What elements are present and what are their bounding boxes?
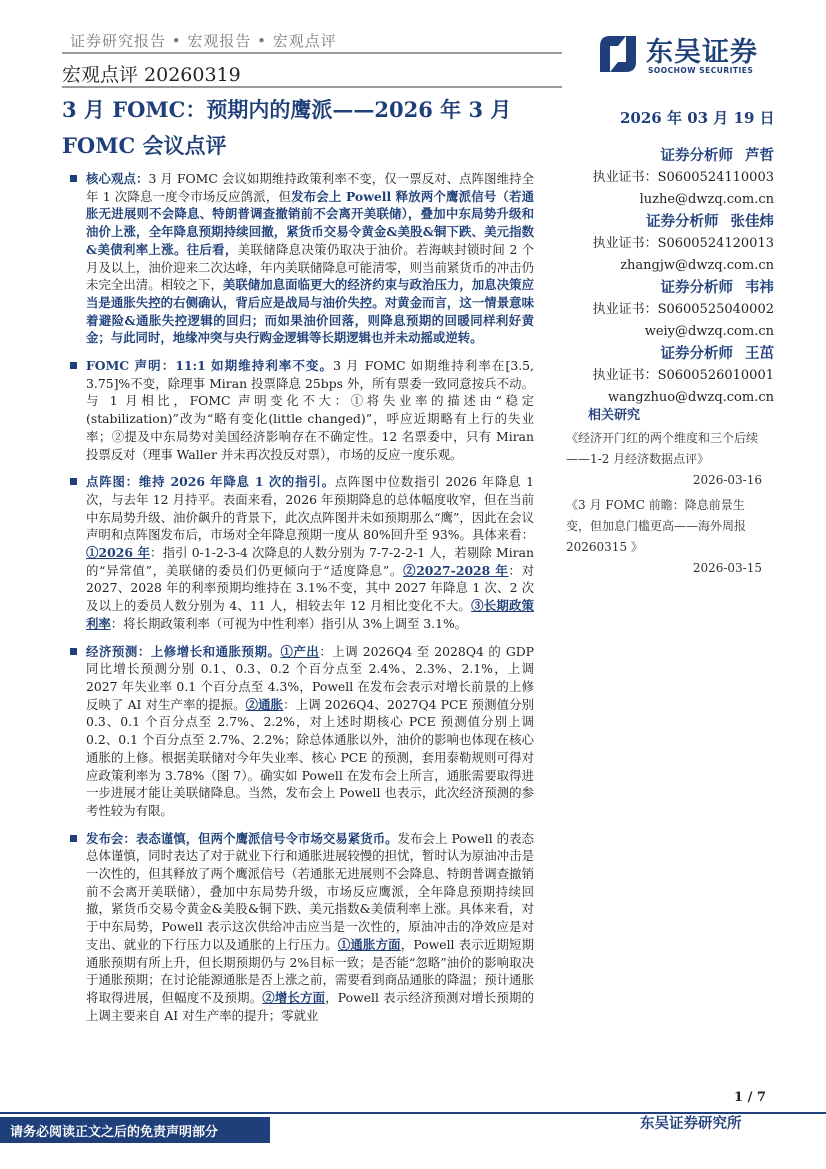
logo-text-cn: 东吴证券 [646, 37, 758, 68]
bullet-square-icon [70, 175, 77, 182]
institute-name: 东吴证券研究所 [640, 1115, 742, 1132]
body-text: ，Powell 表示近期短期通胀预期有所上升，但长期预期仍与 2%目标一致；是否能“忽略”油价的影响取决于通胀预期；在讨论能源通胀是否上涨之前，需要看到商品通胀的降温；预计通胀将取得进展，但幅度不及预期。 [86, 936, 534, 1005]
analyst-role: 证券分析师 [660, 147, 733, 164]
section-lead: 核心观点： [86, 171, 149, 186]
analyst-block [584, 145, 774, 211]
keyword: ①通胀方面 [337, 936, 401, 952]
analyst-email[interactable]: zhangjw@dwzq.com.cn [620, 258, 774, 273]
keyword: ①产出 [280, 643, 320, 659]
analyst-role: 证券分析师 [646, 213, 719, 230]
report-type: 宏观点评 20260319 [62, 64, 241, 86]
page-number: 1 / 7 [734, 1090, 766, 1105]
report-series: 证券研究报告 • 宏观报告 • 宏观点评 [70, 32, 337, 50]
logo-mark-icon [596, 32, 640, 76]
bullet-square-icon [70, 362, 77, 369]
analyst-block [584, 277, 774, 343]
analyst-name: 韦祎 [745, 279, 774, 296]
body-text: ：上调 2026Q4、2027Q4 PCE 预测值分别 0.3、0.1 个百分点至 2.7%、2.2%，对上述时期核心 PCE 预测值分别上调 0.2、0.1 个百分点至 2.7%、2.2%；除总体通胀以外，油价的影响也体现在核心通胀的上修。根据美联储对今年失业率、核心 PCE 的预测，套用泰勒规则可得对应政策利率为 3.78%（图 7）。确实如 Powell 在发布会上所言，通胀需要取得进一步进展才能让美联储降息。当然，发布会上 Powell 也表示，此次经济预测的参考性较为有限。 [86, 696, 534, 818]
analyst-name: 张佳炜 [730, 213, 774, 230]
emphasis-text: 发布会上 Powell 释放两个鹰派信号（若通胀无进展则不会降息、特朗普调查撤销前不会离开美联储），叠加中东局势升级和油价上涨，全年降息预期持续回撤，紧货币交易令黄金&美股&铜下跌、美元指数&美债利率上涨。往后看， [86, 188, 534, 257]
related-research-heading: 相关研究 [588, 408, 641, 423]
body-text: ：上调 2026Q4 至 2028Q4 的 GDP 同比增长预测分别 0.1、0.3、0.2 个百分点至 2.4%、2.3%、2.1%，上调 2027 年失业率 0.1 个百分点至 4.3%，Powell 在发布会表示对增长前景的上修反映了 AI 对生产率的提振。 [86, 643, 535, 712]
body-text: ：指引 0-1-2-3-4 次降息的人数分别为 7-7-2-2-1 人，若剔除 Miran 的“异常值”，美联储的委员们仍更倾向于“适度降息”。 [86, 545, 534, 578]
analyst-role: 证券分析师 [660, 279, 733, 296]
keyword: ②通胀 [245, 696, 284, 712]
section-lead: 经济预测：上修增长和通胀预期。 [86, 643, 281, 659]
section-fomc-statement [70, 357, 534, 463]
bullet-square-icon [70, 478, 77, 485]
analyst-email[interactable]: luzhe@dwzq.com.cn [639, 192, 774, 207]
section-dot-plot [70, 473, 534, 632]
report-date: 2026 年 03 月 19 日 [620, 109, 775, 127]
section-core-view [70, 170, 534, 347]
section-lead: 点阵图：维持 2026 年降息 1 次的指引。 [86, 474, 335, 490]
section-press-conference [70, 830, 534, 1025]
related-item-date: 2026-03-16 [692, 473, 762, 487]
disclaimer-text: 请务必阅读正文之后的免责声明部分 [10, 1125, 219, 1140]
disclaimer-banner [0, 1117, 270, 1143]
bullet-square-icon [70, 648, 77, 655]
analyst-role: 证券分析师 [660, 345, 733, 362]
analyst-license: 执业证书：S0600526010001 [592, 368, 774, 383]
analyst-email[interactable]: wangzhuo@dwzq.com.cn [608, 390, 774, 405]
keyword: ③长期政策利率 [86, 598, 535, 631]
analyst-license: 执业证书：S0600525040002 [592, 302, 774, 317]
bullet-square-icon [70, 835, 77, 842]
keyword: ②增长方面 [262, 989, 326, 1005]
brand-logo [596, 30, 786, 80]
body-text: 发布会上 Powell 的表态总体谨慎，同时表达了对于就业下行和通胀进展较慢的担忧，暂时认为原油冲击是一次性的，但其释放了两个鹰派信号（若通胀无进展则不会降息、特朗普调查撤销前不会离开美联储），叠加中东局势升级，市场反应鹰派，全年降息预期持续回撤，紧货币交易令黄金&美股&铜下跌、美元指数&美债利率上涨。具体来看，对于中东局势，Powell 表示这次供给冲击应当是一次性的，原油冲击的净效应是对支出、就业的下行压力以及通胀的上行压力。 [86, 830, 534, 952]
report-title: 3 月 FOMC：预期内的鹰派——2026 年 3 月 FOMC 会议点评 [62, 97, 512, 158]
body-text: 3 月 FOMC 如期维持利率在[3.5, 3.75]%不变，除理事 Miran 投票降息 25bps 外，所有票委一致同意按兵不动。与 1 月相比，FOMC 声明变化不大：①将失业率的描述由“稳定(stabilization)”改为“略有变化(little changed)”，呼应近期略有上行的失业率；②提及中东局势对美国经济影响存在不确定性。12 名票委中，只有 Miran 投票反对（理事 Waller 并未再次投反对票），市场的反应一度乐观。 [86, 358, 534, 462]
analyst-license: 执业证书：S0600524110003 [592, 170, 774, 185]
body-text: 3 月 FOMC 会议如期维持政策利率不变，仅一票反对、点阵图维持全年 1 次降息一度令市场反应鸽派，但 [86, 171, 535, 204]
header-divider [62, 52, 562, 54]
analyst-block [584, 211, 774, 277]
analyst-list [584, 145, 774, 409]
analyst-name: 王茁 [745, 345, 774, 362]
body-text: ：对 2027、2028 年的利率预期均维持在 3.1%不变，其中 2027 年降息 1 次、2 次及以上的委员人数分别为 4、11 人，相较去年 12 月相比变化不大。 [86, 562, 535, 614]
keyword: ①2026 年 [86, 545, 151, 561]
section-lead: 发布会：表态谨慎，但两个鹰派信号令市场交易紧货币。 [86, 830, 398, 846]
keyword: ②2027-2028 年 [403, 562, 509, 578]
section-economic-projections [70, 643, 534, 820]
body-text: ，Powell 表示经济预测对增长预期的上调主要来自 AI 对生产率的提升；零就业 [86, 989, 534, 1023]
analyst-email[interactable]: weiy@dwzq.com.cn [644, 324, 774, 339]
related-item-date: 2026-03-15 [692, 561, 762, 575]
related-item-title[interactable]: 《经济开门红的两个维度和三个后续——1-2 月经济数据点评》 [566, 431, 759, 466]
body-text: 美联储降息决策仍取决于油价。若海峡封锁时间 2 个月及以上，油价迎来二次达峰，年内美联储降息可能清零，则当前紧货币的冲击仍未完全出清。相较之下， [86, 241, 534, 293]
related-item-title[interactable]: 《3 月 FOMC 前瞻：降息前景生变，但加息门槛更高——海外周报 20260315 》 [566, 498, 747, 554]
main-content [70, 170, 534, 1034]
analyst-license: 执业证书：S0600524120013 [592, 236, 774, 251]
emphasis-text: 美联储加息面临更大的经济约束与政治压力，加息决策应当是通胀失控的右侧确认，背后应是战局与油价失控。对黄金而言，这一情景意味着避险&通胀失控逻辑的回归；而如果油价回落，则降息预期的回暖同样利好黄金；与此同时，地缘冲突与央行购金逻辑等长期逻辑也并未动摇或逆转。 [86, 277, 535, 346]
header-divider-2 [62, 86, 562, 88]
logo-text-en: SOOCHOW SECURITIES [648, 66, 754, 75]
body-text: ：将长期政策利率（可视为中性利率）指引从 3%上调至 3.1%。 [110, 615, 468, 631]
analyst-block [584, 343, 774, 409]
body-text: 点阵图中位数指引 2026 年降息 1 次，与去年 12 月持平。表面来看，2026 年预期降息的总体幅度收窄，但在当前中东局势升级、油价飙升的背景下，此次点阵图并未如预期那么“鹰”，因此在会议声明和点阵图发布后，市场对全年降息预期一度从 80%回升至 93%。具体来看： [86, 474, 534, 543]
analyst-name: 芦哲 [745, 147, 774, 164]
related-research-list [566, 428, 762, 583]
section-lead: FOMC 声明：11:1 如期维持利率不变。 [86, 358, 334, 374]
